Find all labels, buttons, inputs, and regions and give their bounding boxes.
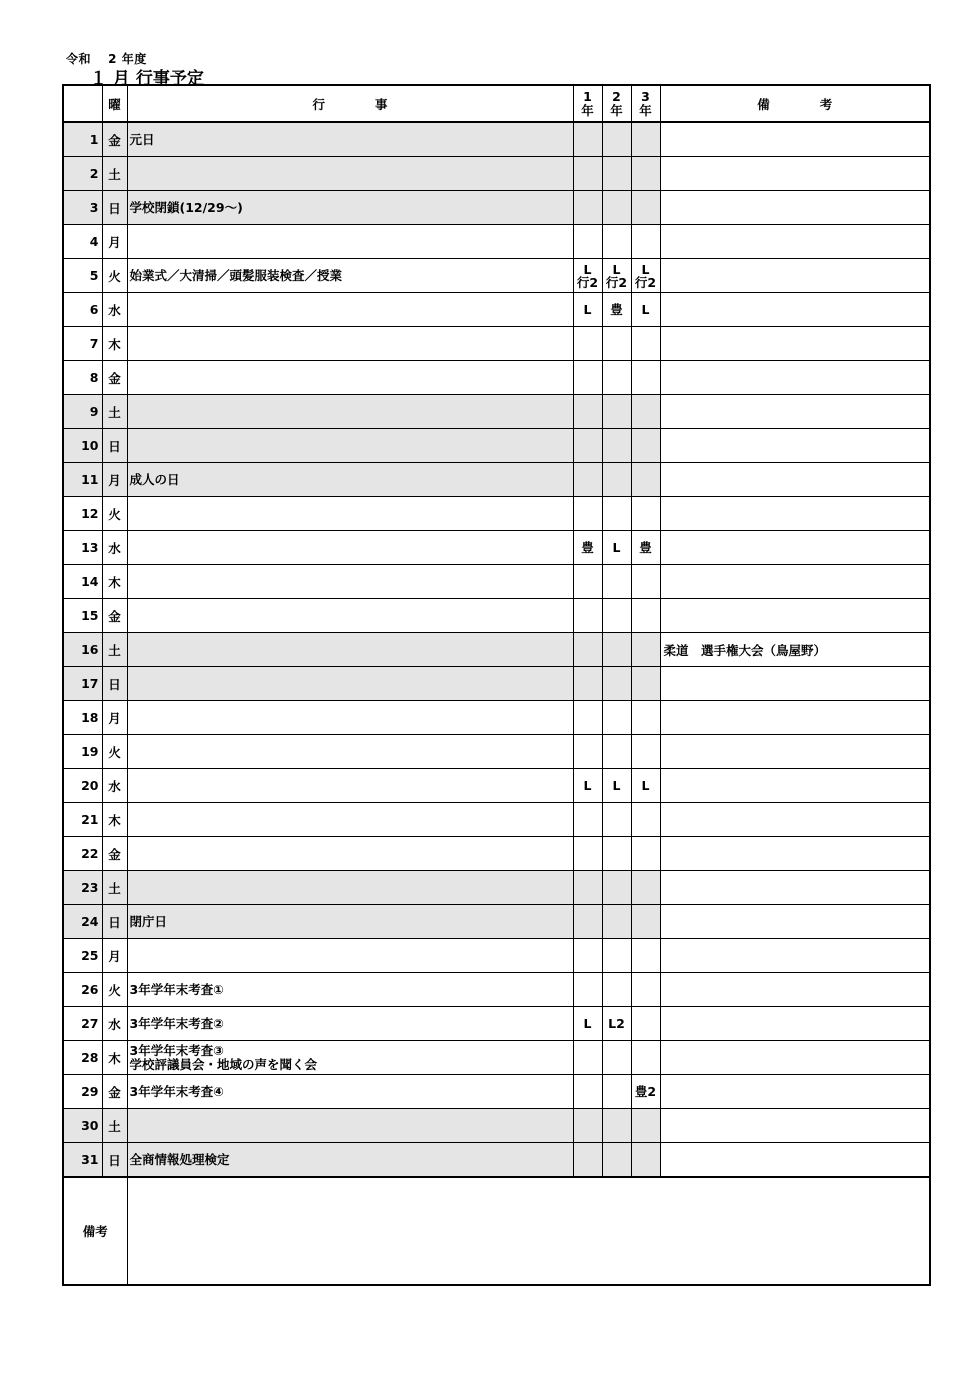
remark-cell bbox=[660, 191, 930, 225]
grade-1-cell bbox=[573, 973, 602, 1007]
grade-3-cell bbox=[631, 225, 660, 259]
day-number: 1 bbox=[63, 122, 102, 157]
day-row bbox=[63, 565, 930, 599]
grade-2-cell: 豊 bbox=[602, 293, 631, 327]
day-number: 20 bbox=[63, 769, 102, 803]
grade-1-cell bbox=[573, 361, 602, 395]
day-row bbox=[63, 361, 930, 395]
grade-3-cell bbox=[631, 429, 660, 463]
grade-1-cell bbox=[573, 191, 602, 225]
grade-1-cell: L bbox=[573, 293, 602, 327]
grade-2-cell bbox=[602, 973, 631, 1007]
day-of-week: 水 bbox=[102, 769, 127, 803]
day-of-week: 金 bbox=[102, 837, 127, 871]
header-row bbox=[63, 85, 930, 122]
event-cell bbox=[127, 361, 573, 395]
grade-2-cell bbox=[602, 701, 631, 735]
day-of-week: 金 bbox=[102, 1075, 127, 1109]
day-number: 22 bbox=[63, 837, 102, 871]
remark-cell bbox=[660, 429, 930, 463]
day-number: 31 bbox=[63, 1143, 102, 1178]
day-row bbox=[63, 1109, 930, 1143]
day-row bbox=[63, 259, 930, 293]
remark-cell bbox=[660, 735, 930, 769]
event-cell: 3年学年末考査③ 学校評議員会・地域の声を聞く会 bbox=[127, 1041, 573, 1075]
day-of-week: 金 bbox=[102, 599, 127, 633]
day-of-week: 水 bbox=[102, 1007, 127, 1041]
grade-2-cell bbox=[602, 327, 631, 361]
header-remarks: 備 考 bbox=[660, 85, 930, 122]
day-of-week: 土 bbox=[102, 395, 127, 429]
grade-3-cell bbox=[631, 1041, 660, 1075]
day-row bbox=[63, 497, 930, 531]
grade-1-cell bbox=[573, 1109, 602, 1143]
event-cell bbox=[127, 327, 573, 361]
remark-cell bbox=[660, 531, 930, 565]
header-grade-2: 2 年 bbox=[602, 85, 631, 122]
day-row bbox=[63, 939, 930, 973]
day-number: 10 bbox=[63, 429, 102, 463]
grade-2-cell bbox=[602, 837, 631, 871]
remark-cell bbox=[660, 122, 930, 157]
grade-3-cell bbox=[631, 327, 660, 361]
day-number: 18 bbox=[63, 701, 102, 735]
day-number: 23 bbox=[63, 871, 102, 905]
day-row bbox=[63, 293, 930, 327]
grade-3-cell bbox=[631, 1109, 660, 1143]
grade-2-cell bbox=[602, 633, 631, 667]
grade-3-cell bbox=[631, 973, 660, 1007]
day-row bbox=[63, 395, 930, 429]
grade-2-cell: L 行2 bbox=[602, 259, 631, 293]
grade-2-cell bbox=[602, 1109, 631, 1143]
day-number: 24 bbox=[63, 905, 102, 939]
day-of-week: 火 bbox=[102, 497, 127, 531]
grade-2-cell bbox=[602, 225, 631, 259]
grade-2-cell bbox=[602, 395, 631, 429]
grade-2-cell bbox=[602, 905, 631, 939]
grade-2-cell bbox=[602, 939, 631, 973]
event-cell bbox=[127, 837, 573, 871]
grade-2-cell bbox=[602, 667, 631, 701]
grade-3-cell bbox=[631, 633, 660, 667]
day-of-week: 火 bbox=[102, 973, 127, 1007]
grade-3-cell bbox=[631, 1007, 660, 1041]
day-number: 8 bbox=[63, 361, 102, 395]
day-number: 29 bbox=[63, 1075, 102, 1109]
page-title: １ 月 行事予定 bbox=[90, 69, 204, 89]
remark-cell bbox=[660, 1041, 930, 1075]
day-row bbox=[63, 701, 930, 735]
grade-3-cell bbox=[631, 191, 660, 225]
day-of-week: 木 bbox=[102, 803, 127, 837]
day-of-week: 日 bbox=[102, 667, 127, 701]
grade-3-cell bbox=[631, 565, 660, 599]
grade-3-cell bbox=[631, 667, 660, 701]
event-cell bbox=[127, 429, 573, 463]
event-cell: 3年学年末考査① bbox=[127, 973, 573, 1007]
day-of-week: 月 bbox=[102, 225, 127, 259]
remark-cell bbox=[660, 497, 930, 531]
remark-cell bbox=[660, 1143, 930, 1178]
day-of-week: 土 bbox=[102, 157, 127, 191]
day-row bbox=[63, 463, 930, 497]
event-cell bbox=[127, 939, 573, 973]
grade-2-cell bbox=[602, 1075, 631, 1109]
day-row bbox=[63, 769, 930, 803]
header-day-number bbox=[63, 85, 102, 122]
day-row bbox=[63, 871, 930, 905]
remark-cell bbox=[660, 905, 930, 939]
day-number: 5 bbox=[63, 259, 102, 293]
day-row bbox=[63, 191, 930, 225]
grade-2-cell bbox=[602, 803, 631, 837]
notes-content bbox=[127, 1177, 930, 1285]
day-number: 13 bbox=[63, 531, 102, 565]
grade-3-cell bbox=[631, 837, 660, 871]
event-cell bbox=[127, 293, 573, 327]
grade-1-cell bbox=[573, 905, 602, 939]
day-row bbox=[63, 973, 930, 1007]
grade-3-cell bbox=[631, 463, 660, 497]
grade-1-cell: L bbox=[573, 769, 602, 803]
grade-3-cell bbox=[631, 157, 660, 191]
remark-cell bbox=[660, 361, 930, 395]
grade-2-cell bbox=[602, 1041, 631, 1075]
day-of-week: 月 bbox=[102, 701, 127, 735]
grade-1-cell: L bbox=[573, 1007, 602, 1041]
grade-2-cell bbox=[602, 361, 631, 395]
event-cell bbox=[127, 633, 573, 667]
day-row bbox=[63, 1041, 930, 1075]
event-cell bbox=[127, 735, 573, 769]
grade-3-cell bbox=[631, 1143, 660, 1178]
grade-3-cell bbox=[631, 497, 660, 531]
day-of-week: 月 bbox=[102, 939, 127, 973]
day-of-week: 日 bbox=[102, 191, 127, 225]
remark-cell bbox=[660, 973, 930, 1007]
day-row bbox=[63, 157, 930, 191]
day-number: 2 bbox=[63, 157, 102, 191]
day-number: 16 bbox=[63, 633, 102, 667]
grade-3-cell bbox=[631, 939, 660, 973]
remark-cell bbox=[660, 293, 930, 327]
day-of-week: 火 bbox=[102, 735, 127, 769]
grade-2-cell bbox=[602, 871, 631, 905]
event-cell bbox=[127, 769, 573, 803]
grade-3-cell: 豊 bbox=[631, 531, 660, 565]
grade-2-cell bbox=[602, 191, 631, 225]
grade-1-cell bbox=[573, 565, 602, 599]
grade-1-cell bbox=[573, 157, 602, 191]
remark-cell bbox=[660, 463, 930, 497]
grade-2-cell bbox=[602, 429, 631, 463]
grade-1-cell bbox=[573, 225, 602, 259]
day-row bbox=[63, 633, 930, 667]
day-number: 17 bbox=[63, 667, 102, 701]
grade-3-cell bbox=[631, 803, 660, 837]
day-number: 21 bbox=[63, 803, 102, 837]
remark-cell bbox=[660, 259, 930, 293]
event-cell: 成人の日 bbox=[127, 463, 573, 497]
grade-1-cell: L 行2 bbox=[573, 259, 602, 293]
event-cell: 元日 bbox=[127, 122, 573, 157]
notes-row bbox=[63, 1177, 930, 1285]
grade-1-cell bbox=[573, 701, 602, 735]
event-cell bbox=[127, 803, 573, 837]
day-of-week: 日 bbox=[102, 1143, 127, 1178]
grade-2-cell: L bbox=[602, 531, 631, 565]
grade-2-cell bbox=[602, 1143, 631, 1178]
grade-1-cell bbox=[573, 429, 602, 463]
event-cell bbox=[127, 565, 573, 599]
grade-2-cell bbox=[602, 599, 631, 633]
grade-2-cell bbox=[602, 565, 631, 599]
day-of-week: 木 bbox=[102, 327, 127, 361]
day-of-week: 木 bbox=[102, 1041, 127, 1075]
grade-1-cell bbox=[573, 837, 602, 871]
day-of-week: 火 bbox=[102, 259, 127, 293]
day-row bbox=[63, 1143, 930, 1178]
grade-1-cell bbox=[573, 667, 602, 701]
remark-cell bbox=[660, 565, 930, 599]
remark-cell bbox=[660, 803, 930, 837]
grade-2-cell bbox=[602, 735, 631, 769]
remark-cell bbox=[660, 871, 930, 905]
grade-3-cell bbox=[631, 361, 660, 395]
grade-1-cell bbox=[573, 1041, 602, 1075]
event-cell: 全商情報処理検定 bbox=[127, 1143, 573, 1178]
event-cell bbox=[127, 1109, 573, 1143]
grade-1-cell bbox=[573, 122, 602, 157]
day-of-week: 土 bbox=[102, 1109, 127, 1143]
day-row bbox=[63, 599, 930, 633]
grade-1-cell: 豊 bbox=[573, 531, 602, 565]
grade-3-cell: L bbox=[631, 293, 660, 327]
remark-cell bbox=[660, 599, 930, 633]
grade-2-cell: L bbox=[602, 769, 631, 803]
header-event: 行 事 bbox=[127, 85, 573, 122]
event-cell bbox=[127, 225, 573, 259]
event-cell: 閉庁日 bbox=[127, 905, 573, 939]
day-row bbox=[63, 531, 930, 565]
header-grade-3: 3 年 bbox=[631, 85, 660, 122]
remark-cell bbox=[660, 157, 930, 191]
day-row bbox=[63, 905, 930, 939]
day-row bbox=[63, 735, 930, 769]
header-grade-1: 1 年 bbox=[573, 85, 602, 122]
day-of-week: 木 bbox=[102, 565, 127, 599]
event-cell bbox=[127, 701, 573, 735]
day-number: 6 bbox=[63, 293, 102, 327]
grade-3-cell bbox=[631, 122, 660, 157]
remark-cell bbox=[660, 837, 930, 871]
event-cell: 3年学年末考査④ bbox=[127, 1075, 573, 1109]
remark-cell bbox=[660, 667, 930, 701]
grade-1-cell bbox=[573, 395, 602, 429]
event-cell: 3年学年末考査② bbox=[127, 1007, 573, 1041]
day-number: 26 bbox=[63, 973, 102, 1007]
header-dow: 曜 bbox=[102, 85, 127, 122]
remark-cell bbox=[660, 225, 930, 259]
grade-2-cell bbox=[602, 463, 631, 497]
day-of-week: 日 bbox=[102, 429, 127, 463]
remark-cell bbox=[660, 1109, 930, 1143]
grade-2-cell bbox=[602, 122, 631, 157]
day-row bbox=[63, 429, 930, 463]
day-row bbox=[63, 837, 930, 871]
remark-cell bbox=[660, 1075, 930, 1109]
day-of-week: 日 bbox=[102, 905, 127, 939]
grade-3-cell bbox=[631, 599, 660, 633]
day-row bbox=[63, 803, 930, 837]
grade-3-cell: L bbox=[631, 769, 660, 803]
event-cell: 学校閉鎖(12/29～) bbox=[127, 191, 573, 225]
schedule-table bbox=[62, 84, 931, 1286]
day-number: 4 bbox=[63, 225, 102, 259]
grade-1-cell bbox=[573, 871, 602, 905]
grade-1-cell bbox=[573, 1143, 602, 1178]
day-number: 7 bbox=[63, 327, 102, 361]
grade-1-cell bbox=[573, 803, 602, 837]
event-cell bbox=[127, 667, 573, 701]
grade-3-cell bbox=[631, 735, 660, 769]
grade-1-cell bbox=[573, 599, 602, 633]
day-of-week: 金 bbox=[102, 122, 127, 157]
grade-3-cell bbox=[631, 701, 660, 735]
event-cell: 始業式／大清掃／頭髪服装検査／授業 bbox=[127, 259, 573, 293]
event-cell bbox=[127, 395, 573, 429]
grade-1-cell bbox=[573, 1075, 602, 1109]
grade-1-cell bbox=[573, 735, 602, 769]
remark-cell bbox=[660, 701, 930, 735]
day-row bbox=[63, 122, 930, 157]
grade-1-cell bbox=[573, 939, 602, 973]
day-of-week: 水 bbox=[102, 531, 127, 565]
grade-2-cell bbox=[602, 497, 631, 531]
day-number: 27 bbox=[63, 1007, 102, 1041]
day-number: 25 bbox=[63, 939, 102, 973]
day-of-week: 水 bbox=[102, 293, 127, 327]
grade-1-cell bbox=[573, 633, 602, 667]
event-cell bbox=[127, 157, 573, 191]
grade-3-cell bbox=[631, 871, 660, 905]
day-of-week: 土 bbox=[102, 633, 127, 667]
event-cell bbox=[127, 599, 573, 633]
day-number: 3 bbox=[63, 191, 102, 225]
day-number: 19 bbox=[63, 735, 102, 769]
remark-cell bbox=[660, 327, 930, 361]
day-number: 14 bbox=[63, 565, 102, 599]
day-row bbox=[63, 225, 930, 259]
day-number: 15 bbox=[63, 599, 102, 633]
day-number: 30 bbox=[63, 1109, 102, 1143]
remark-cell bbox=[660, 939, 930, 973]
day-row bbox=[63, 1075, 930, 1109]
grade-2-cell: L2 bbox=[602, 1007, 631, 1041]
grade-3-cell: 豊2 bbox=[631, 1075, 660, 1109]
grade-1-cell bbox=[573, 463, 602, 497]
day-of-week: 月 bbox=[102, 463, 127, 497]
day-number: 9 bbox=[63, 395, 102, 429]
event-cell bbox=[127, 497, 573, 531]
day-row bbox=[63, 667, 930, 701]
grade-1-cell bbox=[573, 497, 602, 531]
event-cell bbox=[127, 531, 573, 565]
remark-cell bbox=[660, 769, 930, 803]
event-cell bbox=[127, 871, 573, 905]
fiscal-year-label: 令和 2 年度 bbox=[66, 52, 147, 66]
grade-2-cell bbox=[602, 157, 631, 191]
day-row bbox=[63, 1007, 930, 1041]
day-number: 11 bbox=[63, 463, 102, 497]
grade-3-cell bbox=[631, 905, 660, 939]
grade-3-cell bbox=[631, 395, 660, 429]
day-of-week: 金 bbox=[102, 361, 127, 395]
remark-cell bbox=[660, 395, 930, 429]
day-row bbox=[63, 327, 930, 361]
notes-label: 備考 bbox=[63, 1177, 127, 1285]
remark-cell bbox=[660, 1007, 930, 1041]
grade-1-cell bbox=[573, 327, 602, 361]
day-number: 28 bbox=[63, 1041, 102, 1075]
remark-cell: 柔道 選手権大会（鳥屋野） bbox=[660, 633, 930, 667]
grade-3-cell: L 行2 bbox=[631, 259, 660, 293]
day-number: 12 bbox=[63, 497, 102, 531]
day-of-week: 土 bbox=[102, 871, 127, 905]
